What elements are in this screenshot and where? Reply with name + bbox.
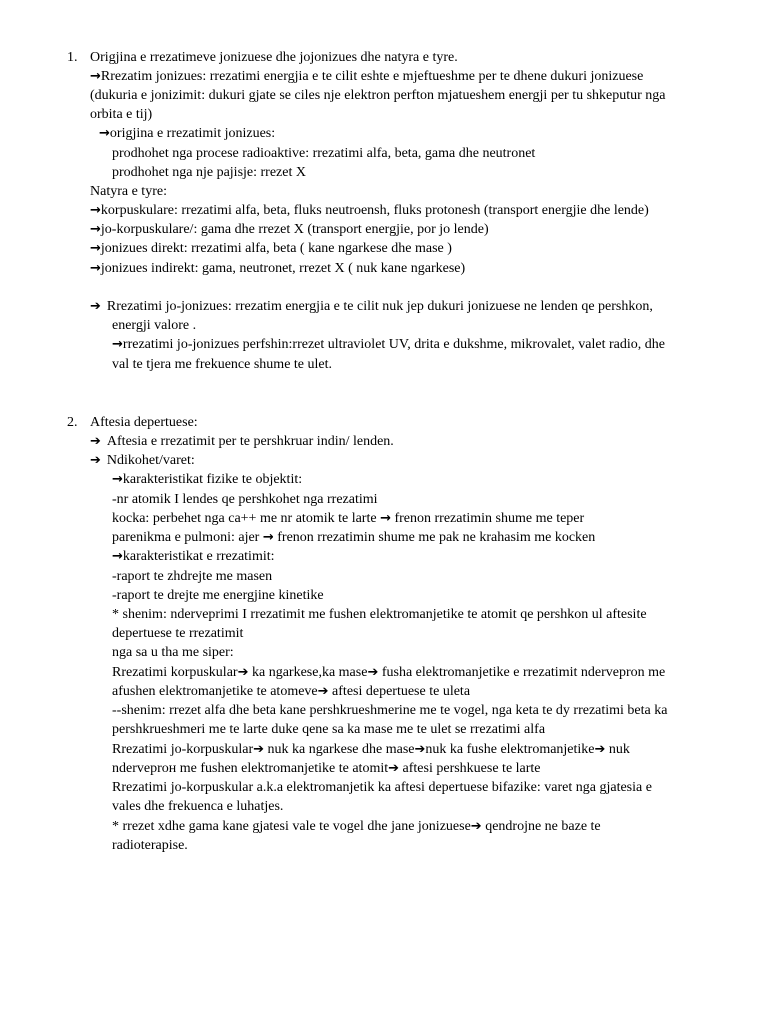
arrow-bold-icon: ➔ <box>90 434 101 449</box>
arrow-right-icon: → <box>90 222 101 237</box>
arrow-right-icon: → <box>90 69 101 84</box>
text-line: orbita e tij) <box>90 107 153 122</box>
section-title: Aftesia depertuese: <box>90 415 198 430</box>
arrow-bold-icon: ➔ <box>470 819 482 834</box>
text-line: energji valore . <box>112 318 197 333</box>
text-line: →jonizues indirekt: gama, neutronet, rrezet X ( nuk kane ngarkese) <box>90 259 465 278</box>
arrow-bold-icon: ➔ <box>237 665 249 680</box>
arrow-right-icon: → <box>90 261 101 276</box>
text-line: radioterapise. <box>112 838 188 853</box>
text-line: →karakteristikat e rrezatimit: <box>112 547 275 566</box>
arrow-right-icon: → <box>99 126 110 141</box>
text-line: (dukuria e jonizimit: dukuri gjate se ciles nje elektron perfton mjatueshem energji per tu shkeputur nga <box>90 88 666 103</box>
arrow-right-icon: → <box>112 549 123 564</box>
arrow-right-icon: → <box>90 241 101 256</box>
text-line: ➔ Ndikohet/varet: <box>90 451 195 470</box>
text-line: pershkrueshmeri me te larte duke qene sa ka mase me te ulet se rrezatimi alfa <box>112 722 546 737</box>
arrow-bold-icon: ➔ <box>317 684 329 699</box>
text-line: -raport te zhdrejte me masen <box>112 569 273 584</box>
text-line: Rrezatimi jo-korpuskular➔ nuk ka ngarkese dhe mase➔nuk ka fushe elektromanjetike➔ nuk <box>112 740 630 759</box>
text-line: →Rrezatim jonizues: rrezatimi energjia e te cilit eshte e mjeftueshme per te dhene dukuri jonizuese <box>90 67 643 86</box>
text-line: →origjina e rrezatimit jonizues: <box>99 124 275 143</box>
text-line: val te tjera me frekuence shume te ulet. <box>112 357 333 372</box>
text-line: ➔ Rrezatimi jo-jonizues: rrezatim energjia e te cilit nuk jep dukuri jonizuese ne lenden qe pershkon, <box>90 297 653 316</box>
arrow-right-icon: → <box>380 511 391 526</box>
text-line: →jo-korpuskulare/: gama dhe rrezet X (transport energjie, por jo lende) <box>90 220 489 239</box>
text-line: vales dhe frekuenca e luhatjes. <box>112 799 284 814</box>
text-line: ➔ Aftesia e rrezatimit per te pershkruar indin/ lenden. <box>90 432 394 451</box>
arrow-bold-icon: ➔ <box>90 299 101 314</box>
text-line: -raport te drejte me energjine kinetike <box>112 588 324 603</box>
arrow-bold-icon: ➔ <box>90 453 101 468</box>
arrow-bold-icon: ➔ <box>594 742 606 757</box>
text-line: Natyra e tyre: <box>90 184 167 199</box>
arrow-right-icon: → <box>112 337 123 352</box>
text-line: →karakteristikat fizike te objektit: <box>112 470 302 489</box>
text-line: prodhohet nga procese radioaktive: rrezatimi alfa, beta, gama dhe neutronet <box>112 146 536 161</box>
text-line: * rrezet xdhe gama kane gjatesi vale te vogel dhe jane jonizuese➔ qendrojne ne baze te <box>112 817 601 836</box>
text-line: depertuese te rrezatimit <box>112 626 244 641</box>
arrow-bold-icon: ➔ <box>414 742 426 757</box>
text-line: →jonizues direkt: rrezatimi alfa, beta ( kane ngarkese dhe mase ) <box>90 239 452 258</box>
text-line: Rrezatimi jo-korpuskular a.k.a elektromanjetik ka aftesi depertuese bifazike: varet nga gjatesia e <box>112 780 652 795</box>
text-line: * shenim: nderveprimi I rrezatimit me fushen elektromanjetike te atomit qe pershkon ul aftesite <box>112 607 647 622</box>
arrow-bold-icon: ➔ <box>367 665 379 680</box>
section-title: Origjina e rrezatimeve jonizuese dhe jojonizues dhe natyra e tyre. <box>90 50 458 65</box>
section-number: 2. <box>67 415 78 430</box>
text-line: kocka: perbehet nga ca++ me nr atomik te larte → frenon rrezatimin shume me teper <box>112 509 584 528</box>
text-line: prodhohet nga nje pajisje: rrezet X <box>112 165 306 180</box>
text-line: Rrezatimi korpuskular➔ ka ngarkese,ka mase➔ fusha elektromanjetike e rrezatimit ndervepron me <box>112 663 665 682</box>
text-line: nga sa u tha me siper: <box>112 645 234 660</box>
text-line: →korpuskulare: rrezatimi alfa, beta, fluks neutroensh, fluks protonesh (transport energjie dhe lende) <box>90 201 649 220</box>
text-line: --shenim: rrezet alfa dhe beta kane pershkrueshmerine me te vogel, nga keta te dy rrezatimi beta ka <box>112 703 668 718</box>
text-line: →rrezatimi jo-jonizues perfshin:rrezet ultraviolet UV, drita e dukshme, mikrovalet, valet radio, dhe <box>112 335 665 354</box>
arrow-right-icon: → <box>90 203 101 218</box>
arrow-bold-icon: ➔ <box>253 742 265 757</box>
arrow-bold-icon: ➔ <box>388 761 400 776</box>
arrow-right-icon: → <box>112 472 123 487</box>
arrow-right-icon: → <box>262 530 274 545</box>
text-line: afushen elektromanjetike te atomeve➔ aftesi depertuese te uleta <box>112 682 470 701</box>
text-line: parenikma e pulmoni: ajer → frenon rrezatimin shume me pak ne krahasim me kocken <box>112 528 595 547</box>
text-line: -nr atomik I lendes qe pershkohet nga rrezatimi <box>112 492 378 507</box>
section-number: 1. <box>67 50 78 65</box>
text-line: nderveprон me fushen elektromanjetike te atomit➔ aftesi pershkuese te larte <box>112 759 541 778</box>
